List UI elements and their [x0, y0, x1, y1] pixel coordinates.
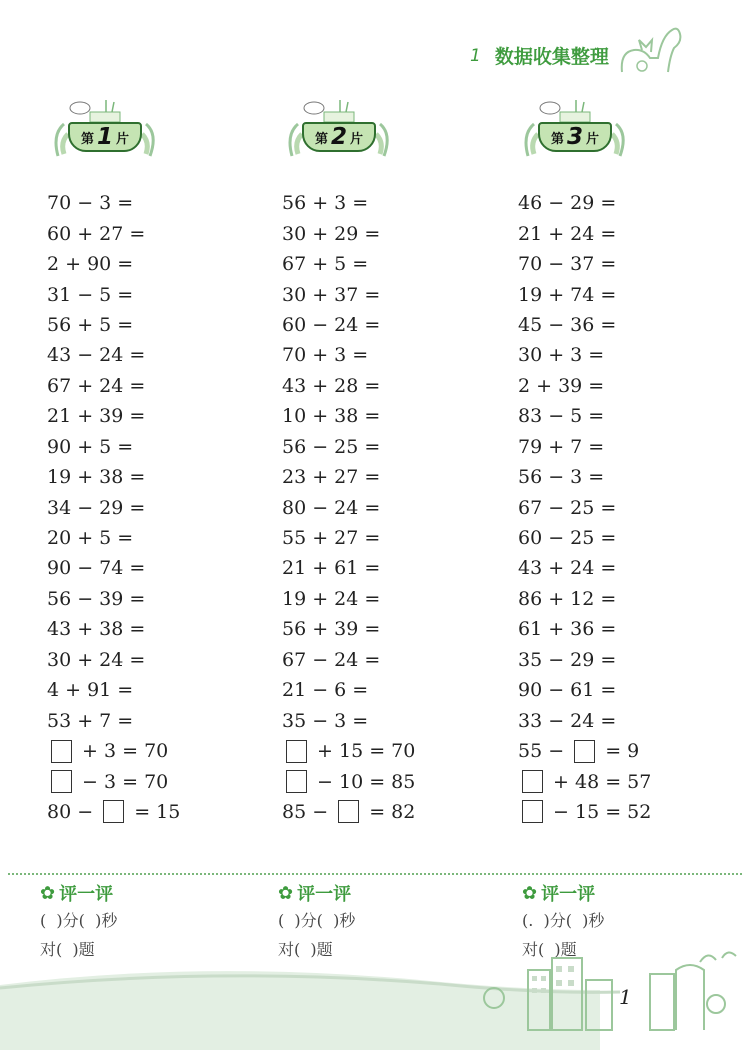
problem-text: 30 + 37 = [282, 283, 381, 306]
problem-text: 61 + 36 = [518, 618, 617, 641]
arithmetic-problem [282, 645, 415, 675]
time-line: ( )分( )秒 [278, 911, 356, 930]
arithmetic-problem [47, 310, 180, 340]
arithmetic-problem [282, 401, 415, 431]
arithmetic-problem [282, 523, 415, 553]
problem-text-after: = 9 [599, 740, 640, 763]
answer-box[interactable] [103, 800, 124, 823]
correct-line: 对( )题 [40, 940, 95, 959]
evaluation-title: 评一评 [59, 884, 114, 905]
problem-text-after: = 82 [363, 800, 416, 823]
arithmetic-problem [47, 218, 180, 248]
arithmetic-problem [47, 797, 180, 827]
problem-column-1 [47, 188, 180, 827]
arithmetic-problem [282, 432, 415, 462]
arithmetic-problem [282, 188, 415, 218]
problem-text: 23 + 27 = [282, 466, 381, 489]
problem-text: 21 + 24 = [518, 222, 617, 245]
problem-text: 43 + 38 = [47, 618, 146, 641]
correct-line: 对( )题 [278, 940, 333, 959]
arithmetic-problem [282, 797, 415, 827]
problem-text: 79 + 7 = [518, 435, 605, 458]
arithmetic-problem [518, 371, 651, 401]
problem-text: 56 − 3 = [518, 466, 605, 489]
problem-text: 55 + 27 = [282, 527, 381, 550]
problem-text: 70 − 37 = [518, 253, 617, 276]
city-scenery-decoration [0, 940, 750, 1050]
arithmetic-problem [47, 371, 180, 401]
arithmetic-problem [47, 675, 180, 705]
problem-text-before: 85 − [282, 800, 335, 823]
arithmetic-problem [518, 705, 651, 735]
evaluation-title: 评一评 [297, 884, 352, 905]
cat-icon [612, 22, 692, 82]
problem-text-after: − 15 = 52 [547, 800, 652, 823]
arithmetic-problem [47, 492, 180, 522]
problem-column-3 [518, 188, 651, 827]
problem-text: 70 − 3 = [47, 192, 134, 215]
problem-column-2 [282, 188, 415, 827]
problem-text: 53 + 7 = [47, 709, 134, 732]
arithmetic-problem [47, 188, 180, 218]
problem-text: 33 − 24 = [518, 709, 617, 732]
arithmetic-problem [518, 492, 651, 522]
problem-text: 45 − 36 = [518, 313, 617, 336]
problem-text: 56 − 39 = [47, 587, 146, 610]
problem-text: 46 − 29 = [518, 192, 617, 215]
problem-text-after: − 10 = 85 [311, 770, 416, 793]
flower-icon: ✿ [278, 882, 294, 904]
arithmetic-problem [282, 614, 415, 644]
arithmetic-problem [282, 249, 415, 279]
problem-text: 35 − 3 = [282, 709, 369, 732]
problem-text: 43 − 24 = [47, 344, 146, 367]
problem-text: 19 + 74 = [518, 283, 617, 306]
arithmetic-problem [47, 705, 180, 735]
time-line: ( )分( )秒 [40, 911, 118, 930]
problem-text: 4 + 91 = [47, 679, 134, 702]
problem-text: 35 − 29 = [518, 648, 617, 671]
chapter-title: 数据收集整理 [494, 46, 609, 68]
arithmetic-problem [47, 279, 180, 309]
arithmetic-problem [282, 766, 415, 796]
arithmetic-problem [518, 736, 651, 766]
problem-text: 30 + 3 = [518, 344, 605, 367]
arithmetic-problem [282, 584, 415, 614]
arithmetic-problem [282, 462, 415, 492]
chapter-header [470, 42, 609, 69]
arithmetic-problem [518, 523, 651, 553]
answer-box[interactable] [522, 800, 543, 823]
arithmetic-problem [518, 645, 651, 675]
problem-text: 21 + 61 = [282, 557, 381, 580]
arithmetic-problem [282, 705, 415, 735]
arithmetic-problem [518, 462, 651, 492]
arithmetic-problem [518, 218, 651, 248]
arithmetic-problem [518, 766, 651, 796]
arithmetic-problem [47, 462, 180, 492]
problem-text: 56 + 39 = [282, 618, 381, 641]
arithmetic-problem [518, 340, 651, 370]
problem-text: 34 − 29 = [47, 496, 146, 519]
arithmetic-problem [47, 432, 180, 462]
correct-line: 对( )题 [522, 940, 577, 959]
answer-box[interactable] [286, 770, 307, 793]
arithmetic-problem [47, 645, 180, 675]
problem-text: 19 + 24 = [282, 587, 381, 610]
problem-text-before: 55 − [518, 740, 571, 763]
answer-box[interactable] [338, 800, 359, 823]
problem-text: 21 − 6 = [282, 679, 369, 702]
arithmetic-problem [282, 371, 415, 401]
problem-text-after: + 3 = 70 [76, 740, 169, 763]
problem-text: 83 − 5 = [518, 405, 605, 428]
problem-text: 90 − 61 = [518, 679, 617, 702]
flower-icon: ✿ [522, 882, 538, 904]
arithmetic-problem [47, 401, 180, 431]
answer-box[interactable] [522, 770, 543, 793]
answer-box[interactable] [574, 740, 595, 763]
problem-text: 31 − 5 = [47, 283, 134, 306]
arithmetic-problem [47, 523, 180, 553]
problem-text: 90 + 5 = [47, 435, 134, 458]
arithmetic-problem [518, 310, 651, 340]
problem-text-after: + 48 = 57 [547, 770, 652, 793]
arithmetic-problem [282, 736, 415, 766]
arithmetic-problem [282, 492, 415, 522]
problem-text: 20 + 5 = [47, 527, 134, 550]
arithmetic-problem [47, 766, 180, 796]
problem-text: 67 + 24 = [47, 374, 146, 397]
problem-text: 67 − 24 = [282, 648, 381, 671]
problem-text: 60 − 25 = [518, 527, 617, 550]
arithmetic-problem [518, 401, 651, 431]
arithmetic-problem [518, 675, 651, 705]
arithmetic-problem [518, 249, 651, 279]
problem-text: 30 + 24 = [47, 648, 146, 671]
answer-box[interactable] [51, 740, 72, 763]
problem-text: 30 + 29 = [282, 222, 381, 245]
problem-text: 10 + 38 = [282, 405, 381, 428]
problem-text: 60 + 27 = [47, 222, 146, 245]
problem-text: 67 − 25 = [518, 496, 617, 519]
arithmetic-problem [518, 279, 651, 309]
problem-text: 2 + 90 = [47, 253, 134, 276]
page-number: 1 [619, 985, 632, 1009]
arithmetic-problem [47, 736, 180, 766]
divider [8, 873, 742, 875]
problem-text: 21 + 39 = [47, 405, 146, 428]
problem-text: 67 + 5 = [282, 253, 369, 276]
problem-text: 86 + 12 = [518, 587, 617, 610]
flower-icon: ✿ [40, 882, 56, 904]
problem-text-after: = 15 [128, 800, 181, 823]
problem-text: 43 + 24 = [518, 557, 617, 580]
problem-text: 56 + 5 = [47, 313, 134, 336]
arithmetic-problem [47, 553, 180, 583]
arithmetic-problem [47, 584, 180, 614]
arithmetic-problem [282, 218, 415, 248]
problem-text-after: + 15 = 70 [311, 740, 416, 763]
arithmetic-problem [47, 340, 180, 370]
problem-text: 90 − 74 = [47, 557, 146, 580]
problem-text: 19 + 38 = [47, 466, 146, 489]
problem-text: 60 − 24 = [282, 313, 381, 336]
section-badge-1: 第 1 片 [50, 94, 160, 164]
section-badge-3: 第 3 片 [520, 94, 630, 164]
problem-text: 70 + 3 = [282, 344, 369, 367]
arithmetic-problem [518, 584, 651, 614]
arithmetic-problem [518, 614, 651, 644]
arithmetic-problem [282, 675, 415, 705]
arithmetic-problem [47, 614, 180, 644]
arithmetic-problem [518, 188, 651, 218]
arithmetic-problem [518, 553, 651, 583]
section-badge-2: 第 2 片 [284, 94, 394, 164]
problem-text: 56 + 3 = [282, 192, 369, 215]
time-line: (. )分( )秒 [522, 911, 605, 930]
problem-text: 80 − 24 = [282, 496, 381, 519]
chapter-number: 1 [470, 45, 481, 66]
arithmetic-problem [282, 310, 415, 340]
arithmetic-problem [518, 432, 651, 462]
answer-box[interactable] [286, 740, 307, 763]
arithmetic-problem [47, 249, 180, 279]
arithmetic-problem [518, 797, 651, 827]
arithmetic-problem [282, 279, 415, 309]
problem-text: 43 + 28 = [282, 374, 381, 397]
problem-text: 56 − 25 = [282, 435, 381, 458]
problem-text-after: − 3 = 70 [76, 770, 169, 793]
evaluation-title: 评一评 [541, 884, 596, 905]
arithmetic-problem [282, 340, 415, 370]
problem-text: 2 + 39 = [518, 374, 605, 397]
problem-text-before: 80 − [47, 800, 100, 823]
arithmetic-problem [282, 553, 415, 583]
answer-box[interactable] [51, 770, 72, 793]
